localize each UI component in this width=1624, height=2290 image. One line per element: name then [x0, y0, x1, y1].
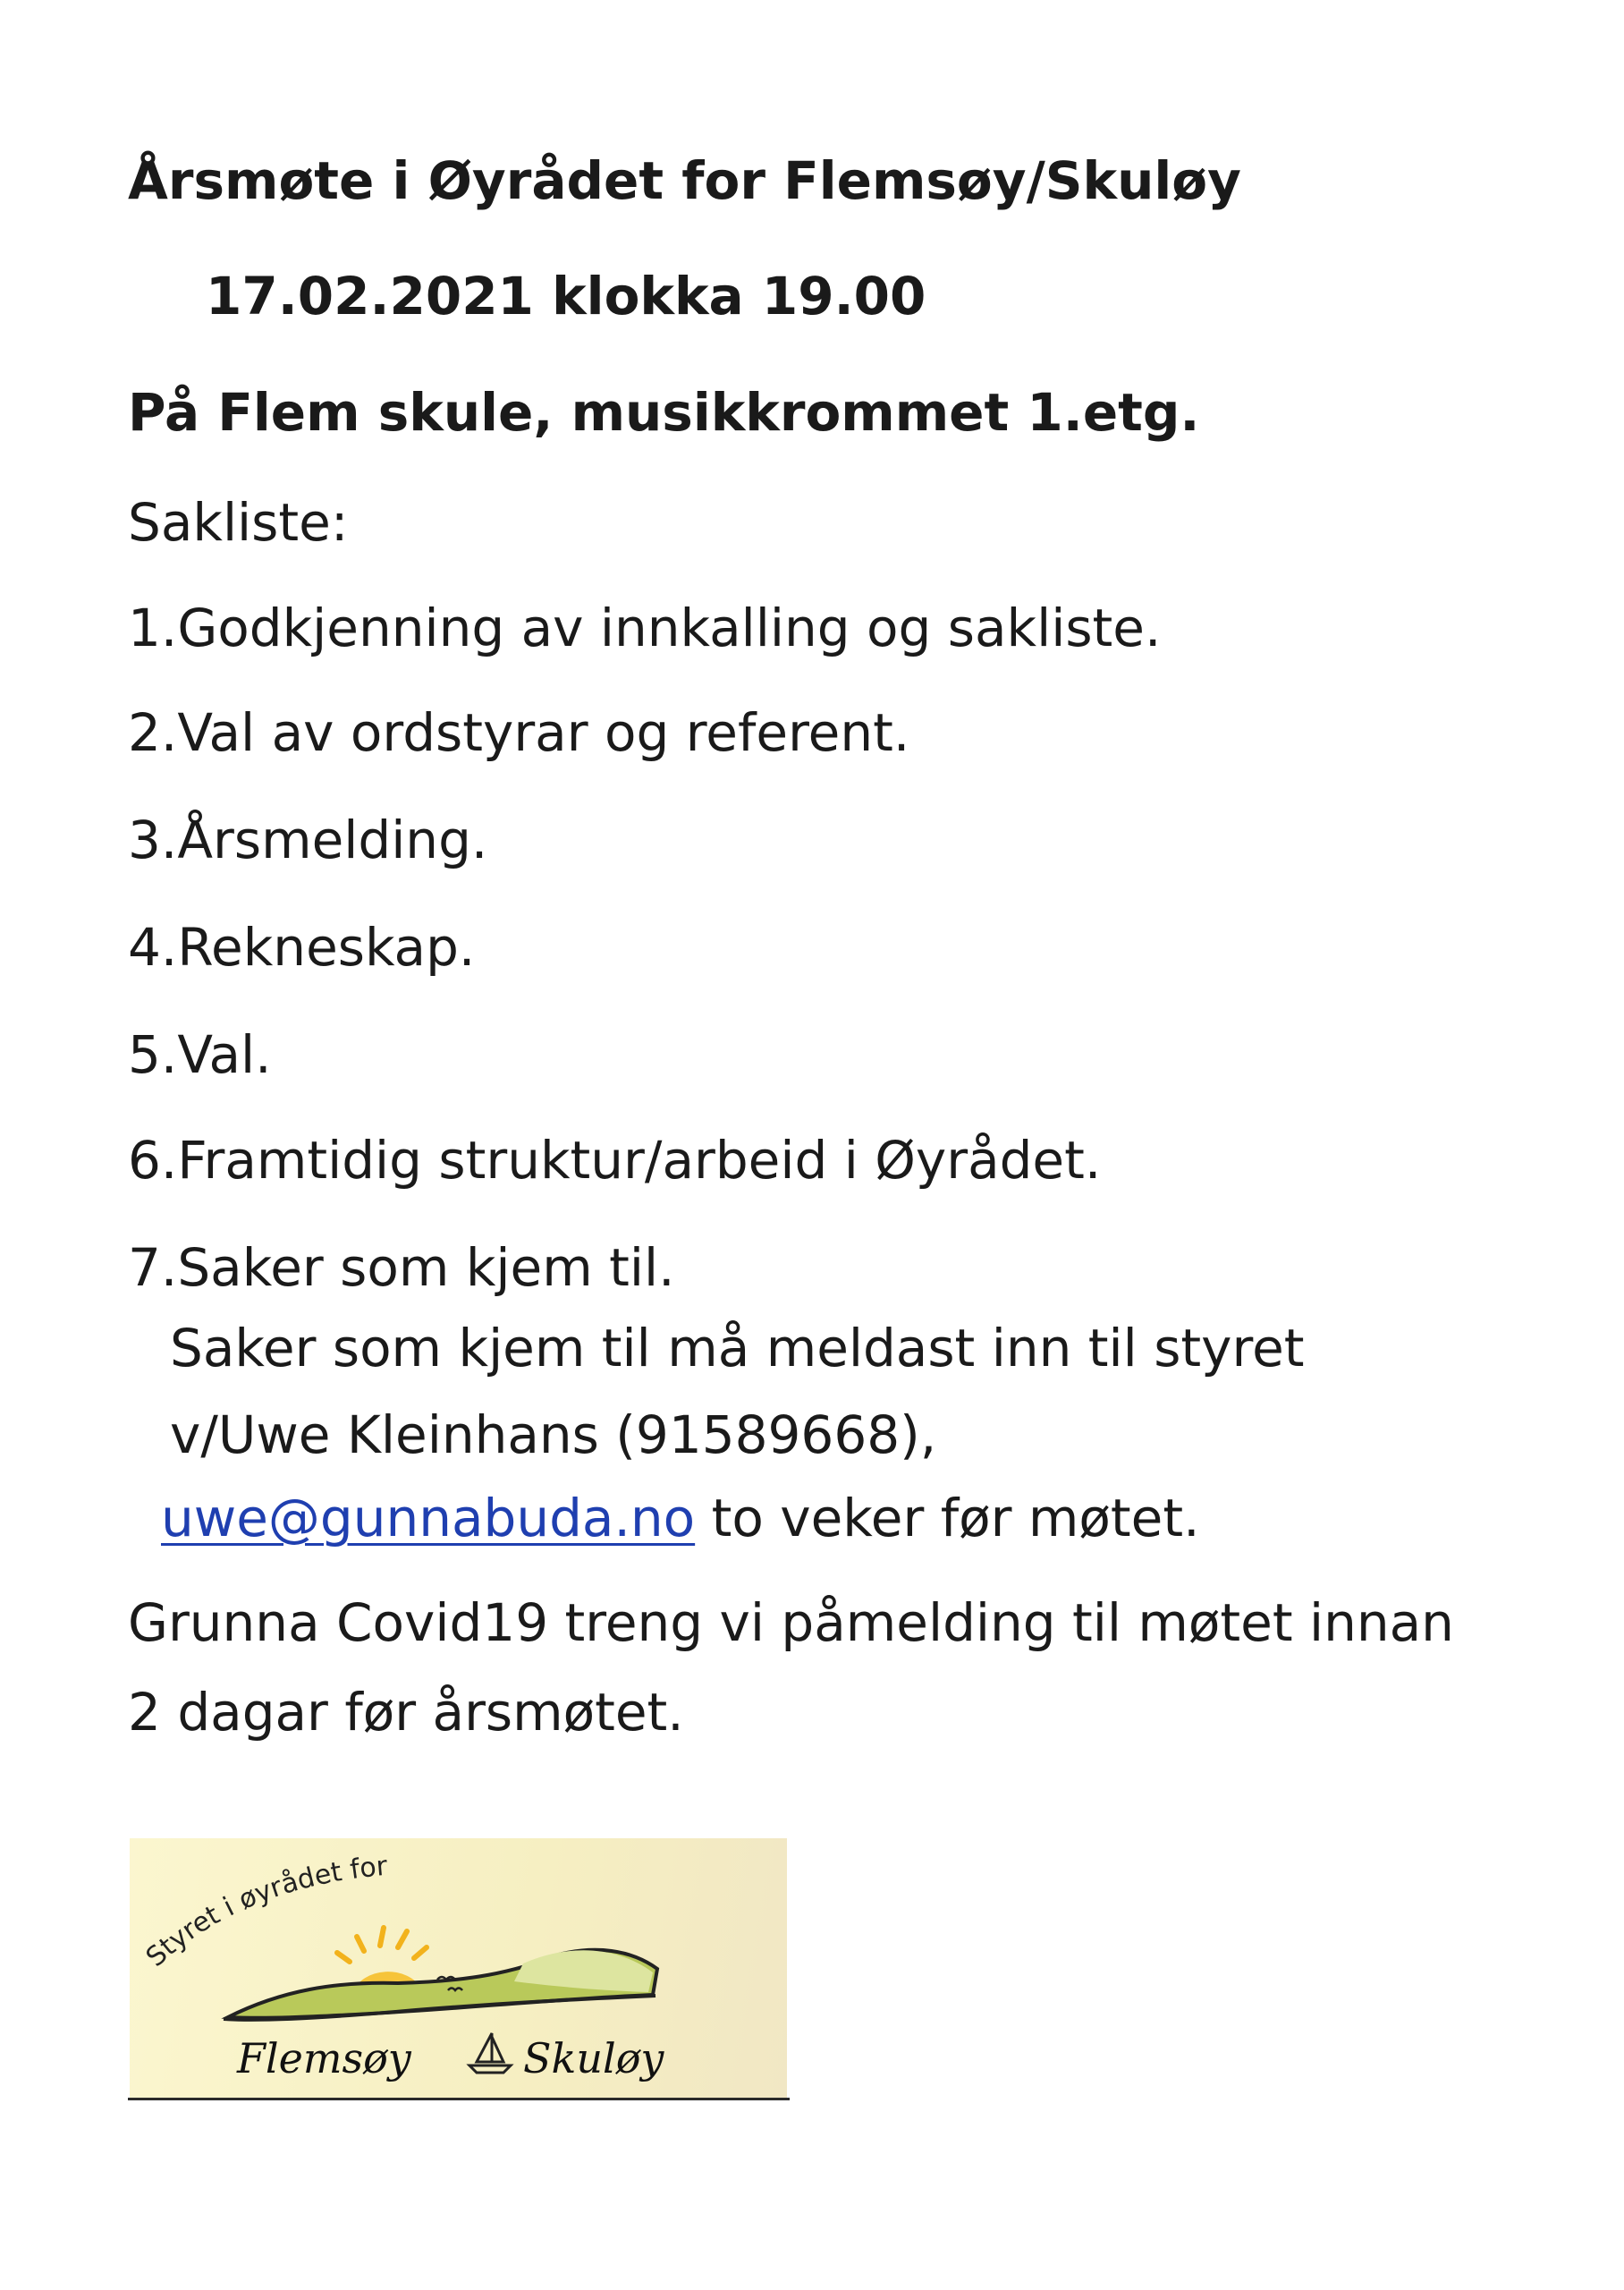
sun-rays-icon	[337, 1928, 427, 1962]
sailboat-icon	[469, 2033, 511, 2073]
agenda-item: 5.Val.	[128, 1024, 272, 1085]
agenda-item: 4.Rekneskap.	[128, 917, 476, 978]
logo-top-text	[140, 1851, 389, 1973]
item7-note-line3	[161, 1488, 1200, 1548]
covid-notice-line2: 2 dagar før årsmøtet.	[128, 1682, 684, 1743]
item7-note-line1: Saker som kjem til må meldast inn til styret	[170, 1318, 1305, 1378]
agenda-item: 6.Framtidig struktur/arbeid i Øyrådet.	[128, 1130, 1102, 1191]
email-suffix: to veker før møtet.	[695, 1488, 1200, 1548]
logo-left-word: Flemsøy	[237, 2034, 411, 2082]
agenda-item: 7.Saker som kjem til.	[128, 1237, 675, 1298]
agenda-item: 3.Årsmelding.	[128, 810, 488, 870]
meeting-datetime: 17.02.2021 klokka 19.00	[206, 266, 926, 327]
item7-note-line2: v/Uwe Kleinhans (91589668),	[170, 1404, 937, 1465]
logo-artwork	[130, 1838, 787, 2098]
meeting-location: På Flem skule, musikkrommet 1.etg.	[128, 382, 1200, 443]
logo-top-textpath: Styret i øyrådet for	[140, 1850, 389, 1973]
logo-underline	[128, 2098, 790, 2100]
agenda-item: 1.Godkjenning av innkalling og sakliste.	[128, 598, 1162, 658]
meeting-title: Årsmøte i Øyrådet for Flemsøy/Skuløy	[128, 150, 1241, 211]
board-logo	[130, 1838, 787, 2098]
agenda-item: 2.Val av ordstyrar og referent.	[128, 702, 910, 763]
logo-right-word: Skuløy	[523, 2034, 664, 2082]
agenda-label: Sakliste:	[128, 492, 349, 553]
email-link[interactable]: uwe@gunnabuda.no	[161, 1488, 696, 1548]
covid-notice-line1: Grunna Covid19 treng vi påmelding til møtet innan	[128, 1592, 1454, 1653]
